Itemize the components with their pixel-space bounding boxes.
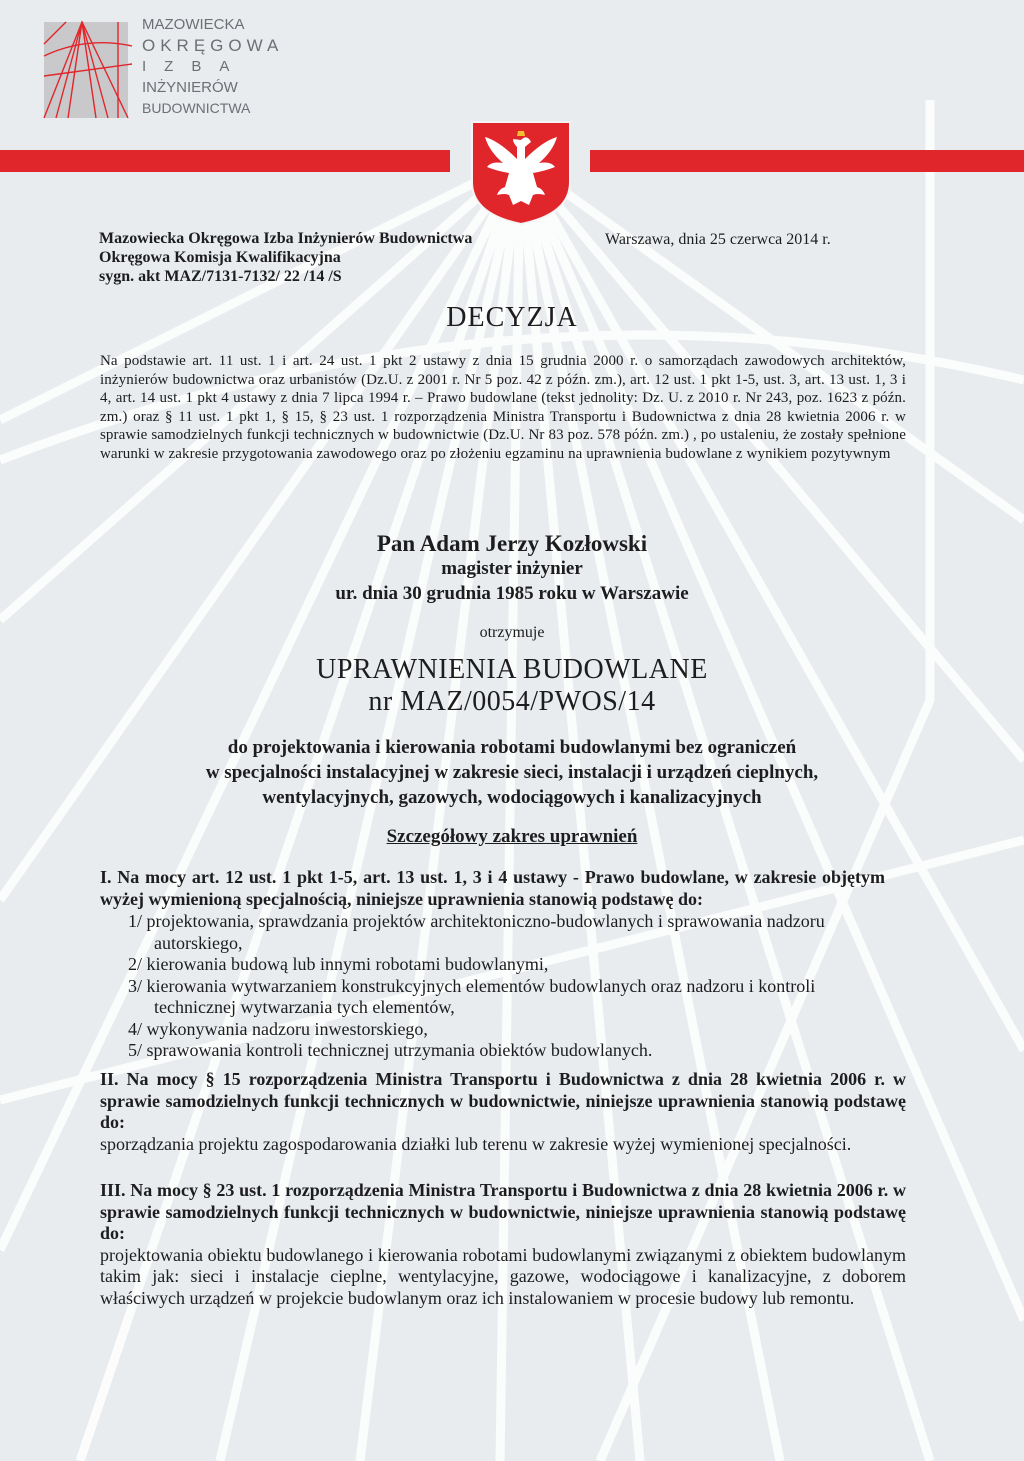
commission-name: Okręgowa Komisja Kwalifikacyjna — [99, 249, 341, 266]
permit-number: nr MAZ/0054/PWOS/14 — [368, 686, 656, 717]
mazovia-eagle-coat-of-arms-icon — [472, 122, 570, 224]
details-heading: Szczegółowy zakres uprawnień — [386, 826, 638, 847]
section-3-body: projektowania obiektu budowlanego i kierowania robotami budowlanymi związanymi z obiektem budowlanym takim jak: sieci i instalacje cieplne, wentylacyjne, gazowe, wodociągowe i kanalizacyjne, z doborem właściwych urządzeń w projekcie budowlanym oraz ich instalowaniem w procesie budowy lub remontu. — [100, 1244, 906, 1308]
list-item: 2/ kierowania budową lub innymi robotami budowlanymi, — [128, 954, 549, 974]
recipient-name: Pan Adam Jerzy Kozłowski — [376, 531, 648, 556]
chamber-logo — [36, 14, 284, 124]
list-item: 5/ sprawowania kontroli technicznej utrzymania obiektów budowlanych. — [128, 1040, 653, 1060]
section-3 — [100, 1180, 906, 1309]
scope-line: w specjalności instalacyjnej w zakresie sieci, instalacji i urządzeń cieplnych, — [205, 762, 819, 783]
issuer-block — [99, 229, 472, 286]
list-item: 1/ projektowania, sprawdzania projektów architektoniczno-budowlanych i sprawowania nadzoru autorskiego, — [128, 911, 825, 953]
section-1-items — [128, 911, 828, 1062]
logo-text-line-4: INŻYNIERÓW — [142, 79, 238, 96]
logo-text-line-2: OKRĘGOWA — [142, 36, 284, 55]
issue-date: Warszawa, dnia 25 czerwca 2014 r. — [605, 231, 831, 248]
section-2 — [100, 1069, 906, 1155]
section-1-heading: I. Na mocy art. 12 ust. 1 pkt 1-5, art. 13 ust. 1, 3 i 4 ustawy - Prawo budowlane, w zakresie objętym wyżej wymienioną specjalnością, niniejsze uprawnienia stanowią podstawę do: — [100, 867, 885, 909]
permit-title: UPRAWNIENIA BUDOWLANE — [316, 654, 708, 685]
list-item: 4/ wykonywania nadzoru inwestorskiego, — [128, 1018, 428, 1039]
document-title: DECYZJA — [446, 302, 578, 333]
section-3-heading: III. Na mocy § 23 ust. 1 rozporządzenia Ministra Transportu i Budownictwa z dnia 28 kwietnia 2006 r. w sprawie samodzielnych funkcji technicznych w budownictwie, niniejsze uprawnienia stanowią podstawę do: — [100, 1180, 906, 1243]
receives-label: otrzymuje — [479, 624, 545, 641]
scope-line: do projektowania i kierowania robotami budowlanymi bez ograniczeń — [227, 737, 797, 758]
legal-basis: Na podstawie art. 11 ust. 1 i art. 24 ust. 1 pkt 2 ustawy z dnia 15 grudnia 2000 r. o samorządach zawodowych architektów, inżynierów budownictwa oraz urbanistów (Dz.U. z 2001 r. Nr 5 poz. 42 z późn. zm.), art. 12 ust. 1 pkt 1-5, ust. 3, art. 13 ust. 1, 3 i 4, art. 14 ust. 1 pkt 4 ustawy z dnia 7 lipca 1994 r. – Prawo budowlane (tekst jednolity: Dz. U. z 2010 r. Nr 243, poz. 1623 z późn. zm.) oraz § 11 ust. 1 pkt 1, § 15, § 23 ust. 1 rozporządzenia Ministra Transportu i Budownictwa z dnia 28 kwietnia 2006 r. w sprawie samodzielnych funkcji technicznych w budownictwie (Dz.U. Nr 83 poz. 578 późn. zm.) , po ustaleniu, że zostały spełnione warunki w zakresie przygotowania zawodowego oraz po złożeniu egzaminu na uprawnienia budowlane z wynikiem pozytywnym — [100, 353, 906, 462]
bridge-logo-icon — [36, 16, 136, 122]
case-reference: sygn. akt MAZ/7131-7132/ 22 /14 /S — [99, 268, 342, 285]
logo-text-line-3: IZBA — [142, 58, 248, 75]
scope-line: wentylacyjnych, gazowych, wodociągowych i kanalizacyjnych — [262, 787, 762, 808]
section-2-body: sporządzania projektu zagospodarowania działki lub terenu w zakresie wyżej wymienionej specjalności. — [100, 1133, 852, 1154]
logo-text-line-5: BUDOWNICTWA — [142, 100, 251, 116]
recipient-degree: magister inżynier — [441, 558, 583, 579]
recipient-birth: ur. dnia 30 grudnia 1985 roku w Warszawie — [335, 583, 689, 604]
issuer-name: Mazowiecka Okręgowa Izba Inżynierów Budownictwa — [99, 230, 473, 247]
section-2-heading: II. Na mocy § 15 rozporządzenia Ministra Transportu i Budownictwa z dnia 28 kwietnia 2006 r. w sprawie samodzielnych funkcji technicznych w budownictwie, niniejsze uprawnienia stanowią podstawę do: — [100, 1069, 906, 1132]
logo-text-line-1: MAZOWIECKA — [142, 16, 245, 33]
list-item: 3/ kierowania wytwarzaniem konstrukcyjnych elementów budowlanych oraz nadzoru i kontroli technicznej wytwarzania tych elementów, — [128, 975, 816, 1017]
